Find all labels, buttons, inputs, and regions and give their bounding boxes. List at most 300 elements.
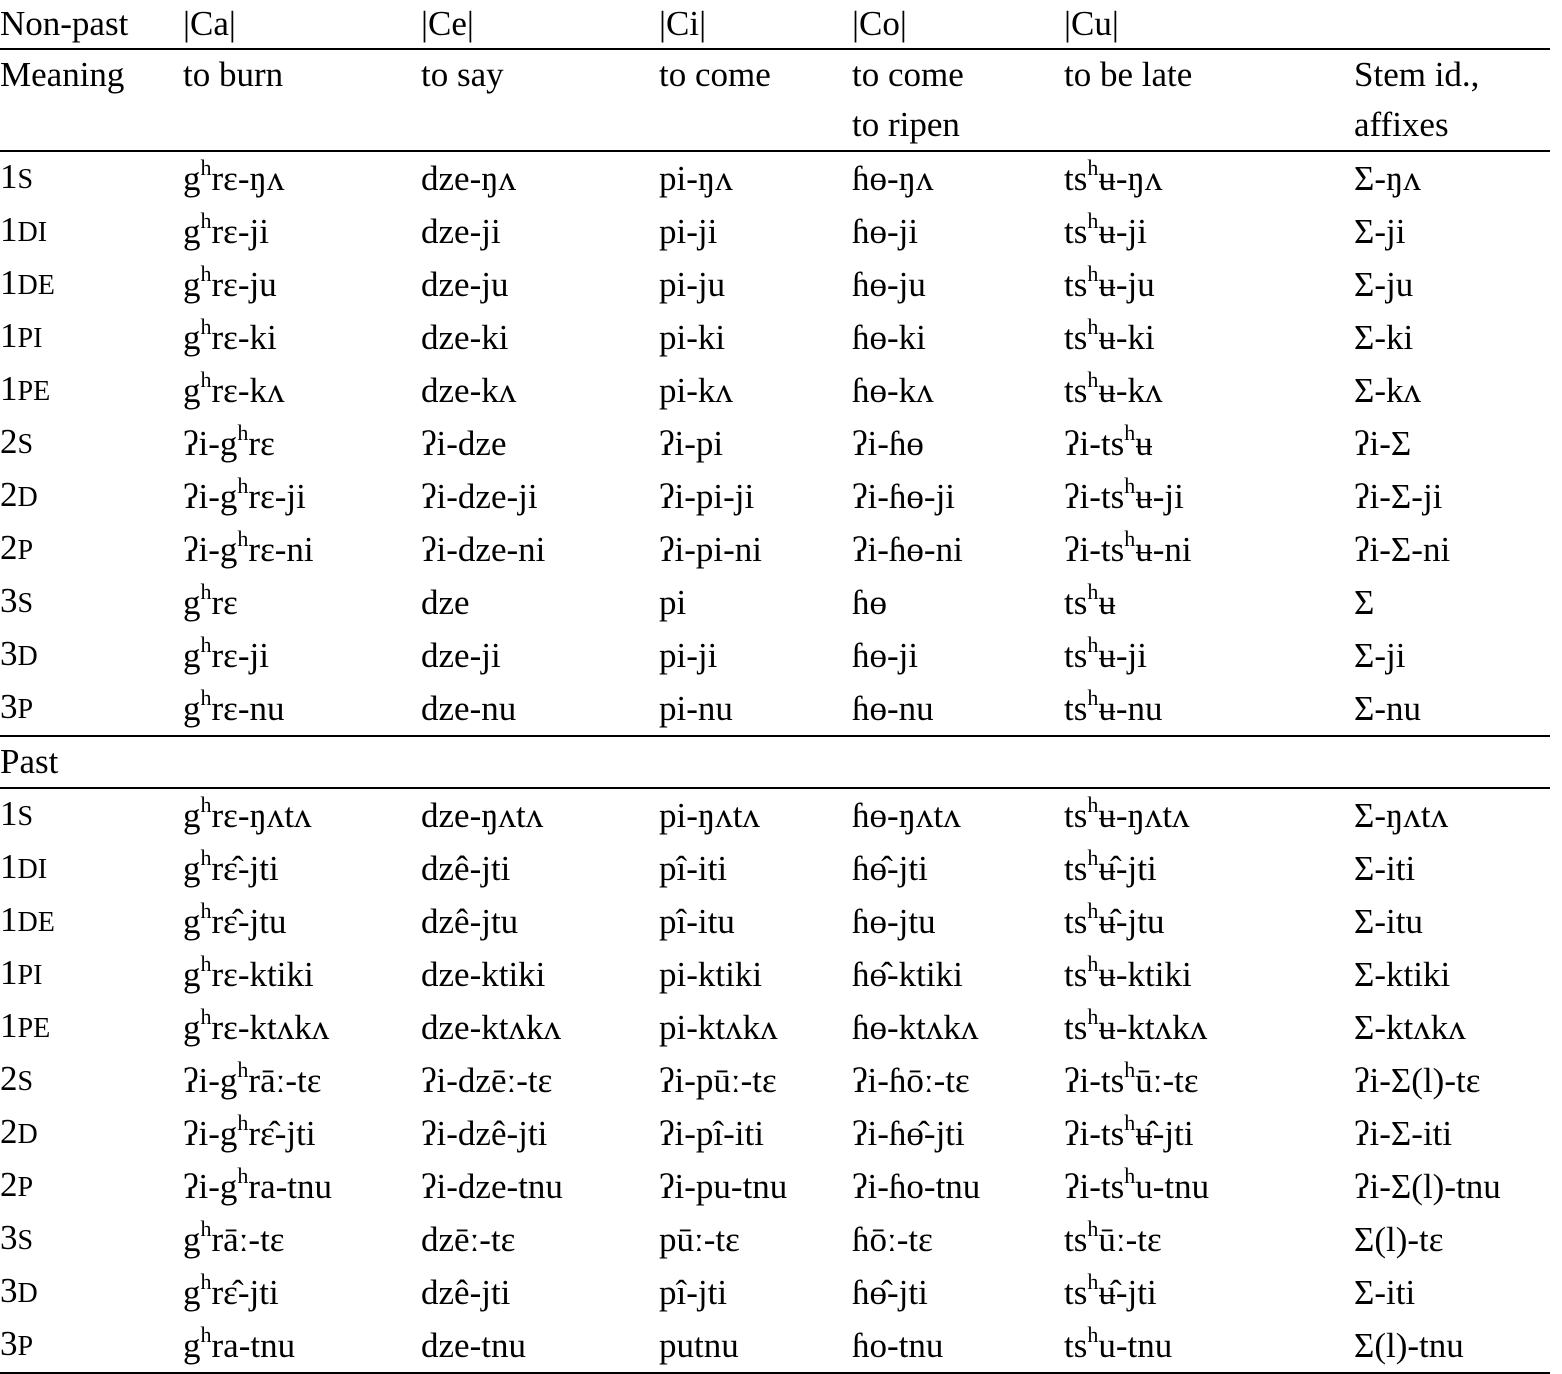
verb-form: pî-itu (659, 901, 735, 941)
verb-form (1064, 207, 1147, 251)
form-rest: rɛ-ji (211, 635, 269, 675)
verb-form-cell (1354, 629, 1550, 682)
form-rest: ʉ̂-jti (1135, 1113, 1194, 1153)
person-digit: 3 (0, 687, 18, 726)
verb-form (1064, 260, 1155, 304)
past-row (0, 842, 1550, 895)
nonpast-row (0, 205, 1550, 258)
past-section-row (0, 736, 1550, 788)
form-rest: ʉ-ŋʌtʌ (1098, 795, 1190, 835)
verb-form-cell (1064, 1001, 1354, 1054)
aspiration-mark: h (200, 897, 212, 923)
person-digit: 3 (0, 1218, 18, 1257)
verb-form-cell (421, 151, 659, 205)
form-rest: rɛ-ktʌkʌ (211, 1007, 330, 1047)
verb-form: ʔi-pî-iti (659, 1113, 764, 1153)
form-rest: ʉ-ŋʌ (1098, 158, 1163, 198)
verb-form-cell (1064, 311, 1354, 364)
form-onset: ts (1064, 901, 1088, 941)
form-rest: ʉ̂-jti (1098, 848, 1157, 888)
verb-form-cell (1064, 788, 1354, 842)
verb-form: Σ-ji (1354, 211, 1406, 251)
verb-form: ʔi-pi-ji (659, 476, 755, 516)
verb-form-cell (1064, 1160, 1354, 1213)
verb-form-cell (1354, 788, 1550, 842)
verb-form: ɦɵ-ki (852, 317, 926, 357)
verb-form (1064, 578, 1116, 622)
verb-form-cell (183, 205, 421, 258)
form-rest: rɛ (211, 582, 238, 622)
number-label: S (17, 801, 34, 832)
verb-form: ɦɵ-ŋʌtʌ (852, 795, 961, 835)
nonpast-row (0, 576, 1550, 629)
aspiration-mark: h (200, 1215, 212, 1241)
person-number-cell (0, 1001, 183, 1054)
aspiration-mark: h (200, 1321, 212, 1347)
form-rest: rɛ-ki (211, 317, 277, 357)
verb-form: ɦɵ-ktʌkʌ (852, 1007, 979, 1047)
verb-form (1064, 1003, 1208, 1047)
aspiration-mark: h (1087, 950, 1099, 976)
verb-form: Σ-itu (1354, 901, 1423, 941)
verb-form: ʔi-dze (421, 423, 507, 463)
verb-form-cell (659, 682, 852, 736)
verb-form-cell (659, 1266, 852, 1319)
number-label: P (17, 1331, 34, 1362)
verb-form-cell (1354, 576, 1550, 629)
verb-form: Σ(l)-tnu (1354, 1325, 1464, 1365)
person-number-cell (0, 1107, 183, 1160)
verb-form-cell (421, 523, 659, 576)
verb-form (183, 1268, 279, 1312)
aspiration-mark: h (200, 950, 212, 976)
person-number-cell (0, 1160, 183, 1213)
person-number-cell (0, 205, 183, 258)
verb-form-cell (659, 258, 852, 311)
aspiration-mark: h (200, 313, 212, 339)
number-label: PI (17, 323, 43, 354)
verb-form: ɦo-tnu (852, 1325, 944, 1365)
verb-form-cell (659, 523, 852, 576)
form-rest: ʉ (1135, 423, 1153, 463)
aspiration-mark: h (237, 1162, 249, 1188)
past-row (0, 948, 1550, 1001)
verb-form (1064, 791, 1190, 835)
verb-form-cell (421, 364, 659, 417)
verb-form-cell (183, 895, 421, 948)
aspiration-mark: h (1124, 525, 1136, 551)
form-onset: ts (1064, 635, 1088, 675)
verb-form-cell (421, 682, 659, 736)
form-onset: ts (1064, 1272, 1088, 1312)
form-rest: rɛ-ktiki (211, 954, 314, 994)
verb-form (183, 791, 312, 835)
form-onset: g (183, 211, 201, 251)
verb-form (183, 207, 269, 251)
aspiration-mark: h (1087, 313, 1099, 339)
verb-form-cell (659, 1319, 852, 1373)
gloss-cell (852, 49, 1064, 151)
verb-form-cell (421, 470, 659, 523)
verb-form (1064, 313, 1155, 357)
meaning-label: Meaning (0, 49, 183, 151)
verb-form: Σ-ji (1354, 635, 1406, 675)
verb-form-cell (1354, 682, 1550, 736)
aspiration-mark: h (237, 472, 249, 498)
verb-form (1064, 525, 1192, 569)
verb-form-cell (1354, 895, 1550, 948)
form-rest: rɛ-ji (248, 476, 306, 516)
verb-form: pi-kʌ (659, 370, 733, 410)
aspiration-mark: h (200, 1003, 212, 1029)
verb-form-cell (183, 523, 421, 576)
gloss-line: to ripen (852, 105, 960, 144)
verb-form: dze-ju (421, 264, 509, 304)
aspiration-mark: h (200, 154, 212, 180)
verb-form (1064, 950, 1192, 994)
form-onset: ʔi-g (183, 423, 238, 463)
person-digit: 1 (0, 369, 18, 408)
form-rest: u-tnu (1135, 1166, 1210, 1206)
gloss-line: to come (852, 55, 964, 94)
verb-form: ɦɵ̂-jti (852, 1272, 928, 1312)
form-onset: g (183, 1219, 201, 1259)
verb-form: Σ-ktʌkʌ (1354, 1007, 1466, 1047)
verb-form-cell (852, 1213, 1064, 1266)
verb-form-cell (659, 576, 852, 629)
verb-form-cell (421, 948, 659, 1001)
verb-form-cell (852, 1319, 1064, 1373)
person-number-cell (0, 682, 183, 736)
aspiration-mark: h (200, 791, 212, 817)
verb-form (183, 631, 269, 675)
verb-form-cell (421, 842, 659, 895)
verb-form-cell (1354, 523, 1550, 576)
verb-form-cell (852, 895, 1064, 948)
verb-form (1064, 631, 1147, 675)
verb-form-cell (421, 1319, 659, 1373)
verb-form-cell (852, 258, 1064, 311)
verb-form (1064, 1268, 1157, 1312)
aspiration-mark: h (1087, 1321, 1099, 1347)
form-onset: g (183, 688, 201, 728)
form-onset: ts (1064, 211, 1088, 251)
past-row (0, 1160, 1550, 1213)
nonpast-row (0, 523, 1550, 576)
person-number-cell (0, 1319, 183, 1373)
verb-form (183, 472, 306, 516)
form-rest: ʉ̂-jtu (1098, 901, 1165, 941)
form-onset: ts (1064, 1325, 1088, 1365)
verb-form-cell (852, 788, 1064, 842)
verb-form-cell (183, 151, 421, 205)
past-row (0, 1054, 1550, 1107)
number-label: P (17, 535, 34, 566)
verb-form: dze-ktʌkʌ (421, 1007, 561, 1047)
aspiration-mark: h (200, 366, 212, 392)
verb-form-cell (183, 1213, 421, 1266)
number-label: D (17, 641, 38, 672)
tense-label-nonpast: Non-past (0, 0, 183, 49)
verb-form: Σ-ju (1354, 264, 1414, 304)
verb-form-cell (852, 576, 1064, 629)
verb-form-cell (421, 1266, 659, 1319)
past-row (0, 1107, 1550, 1160)
verb-form-cell (183, 1160, 421, 1213)
form-rest: rɛ̂-jtu (211, 901, 287, 941)
verb-form-cell (183, 470, 421, 523)
person-digit: 3 (0, 634, 18, 673)
verb-form: dzê-jti (421, 1272, 511, 1312)
person-digit: 2 (0, 1165, 18, 1204)
verb-form-cell (852, 151, 1064, 205)
verb-form-cell (852, 1266, 1064, 1319)
number-label: D (17, 1278, 38, 1309)
verb-form-cell (852, 1107, 1064, 1160)
form-rest: ūː-tɛ (1135, 1060, 1199, 1100)
verb-form (1064, 1109, 1194, 1153)
verb-form: dze-kʌ (421, 370, 517, 410)
verb-form (183, 950, 314, 994)
verb-form: ɦɵ̂-ktiki (852, 954, 963, 994)
verb-form-cell (659, 1160, 852, 1213)
verb-form: pi-ji (659, 211, 718, 251)
number-label: S (17, 1225, 34, 1256)
verb-form-cell (1064, 682, 1354, 736)
person-digit: 1 (0, 794, 18, 833)
verb-form-cell (659, 1001, 852, 1054)
form-onset: ts (1064, 954, 1088, 994)
verb-form (183, 260, 277, 304)
verb-form-cell (1354, 1319, 1550, 1373)
person-digit: 3 (0, 1271, 18, 1310)
verb-form-cell (1064, 1107, 1354, 1160)
verb-form (183, 154, 285, 198)
form-onset: ʔi-ts (1064, 1113, 1125, 1153)
form-rest: rɛ-ni (248, 529, 314, 569)
verb-form: ʔi-dzēː-tɛ (421, 1060, 553, 1100)
form-onset: g (183, 264, 201, 304)
number-label: DI (17, 217, 48, 248)
person-digit: 1 (0, 1006, 18, 1045)
aspiration-mark: h (200, 631, 212, 657)
verb-form-cell (183, 258, 421, 311)
verb-form-cell (852, 417, 1064, 470)
number-label: PE (17, 1013, 51, 1044)
form-rest: rɛ-kʌ (211, 370, 285, 410)
form-rest: rɛ̂-jti (211, 848, 279, 888)
form-onset: ʔi-ts (1064, 1060, 1125, 1100)
verb-form-cell (1064, 364, 1354, 417)
verb-form-cell (421, 205, 659, 258)
verb-form (1064, 844, 1157, 888)
verb-form: ʔi-ɦɵ (852, 423, 924, 463)
verb-form: ʔi-pūː-tɛ (659, 1060, 777, 1100)
past-row (0, 1213, 1550, 1266)
verb-form: Σ-kʌ (1354, 370, 1422, 410)
person-digit: 1 (0, 900, 18, 939)
verb-form-cell (183, 1001, 421, 1054)
verb-form-cell (659, 948, 852, 1001)
verb-form-cell (1354, 1054, 1550, 1107)
gloss-cell (1354, 49, 1550, 151)
verb-form-cell (1354, 470, 1550, 523)
verb-form: pi-ktʌkʌ (659, 1007, 778, 1047)
verb-form-cell (1064, 470, 1354, 523)
verb-form-cell (852, 523, 1064, 576)
verb-form-cell (1064, 1054, 1354, 1107)
verb-form: pi-ju (659, 264, 726, 304)
person-number-cell (0, 842, 183, 895)
verb-form: ʔi-ɦɵ-ni (852, 529, 963, 569)
verb-form: ʔi-dzê-jti (421, 1113, 548, 1153)
form-onset: g (183, 1272, 201, 1312)
verb-form-cell (1064, 151, 1354, 205)
form-onset: g (183, 795, 201, 835)
verb-form-cell (421, 629, 659, 682)
verb-form: ɦɵ (852, 582, 887, 622)
form-onset: ʔi-g (183, 476, 238, 516)
tense-label-past: Past (0, 736, 1550, 788)
verb-form: ʔi-pu-tnu (659, 1166, 788, 1206)
verb-form: Σ-nu (1354, 688, 1422, 728)
form-rest: ʉ̂-jti (1098, 1272, 1157, 1312)
verb-form: dze-ji (421, 635, 501, 675)
form-rest: rɛ̂-jti (211, 1272, 279, 1312)
person-number-cell (0, 629, 183, 682)
verb-form: Σ-ktiki (1354, 954, 1451, 994)
person-number-cell (0, 1213, 183, 1266)
number-label: DE (17, 270, 55, 301)
verb-form-cell (183, 1054, 421, 1107)
past-row (0, 1266, 1550, 1319)
verb-form (183, 1321, 296, 1365)
form-onset: ts (1064, 264, 1088, 304)
verb-form (183, 1215, 285, 1259)
verb-form: ʔi-Σ-ji (1354, 476, 1443, 516)
past-row (0, 788, 1550, 842)
verb-form-cell (1354, 842, 1550, 895)
form-rest: rɛ-ŋʌtʌ (211, 795, 312, 835)
aspiration-mark: h (200, 684, 212, 710)
stem-header-empty (1354, 0, 1550, 49)
form-rest: ʉ-ktʌkʌ (1098, 1007, 1208, 1047)
verb-form-cell (852, 1054, 1064, 1107)
gloss-line: Stem id., (1354, 55, 1480, 94)
verb-form (183, 525, 314, 569)
verb-form-cell (1354, 948, 1550, 1001)
form-rest: ra-tnu (211, 1325, 296, 1365)
verb-form-cell (183, 1107, 421, 1160)
verb-form: Σ-iti (1354, 1272, 1416, 1312)
verb-form: pî-iti (659, 848, 728, 888)
verb-form-cell (1354, 364, 1550, 417)
person-digit: 1 (0, 210, 18, 249)
verb-form: Σ-ŋʌ (1354, 158, 1421, 198)
verb-form-cell (659, 788, 852, 842)
person-digit: 2 (0, 528, 18, 567)
stem-header: |Ci| (659, 0, 852, 49)
verb-form-cell (421, 417, 659, 470)
stem-header: |Co| (852, 0, 1064, 49)
verb-form-cell (659, 1107, 852, 1160)
verb-form-cell (1354, 1213, 1550, 1266)
verb-form (183, 1109, 316, 1153)
verb-form (183, 1003, 330, 1047)
aspiration-mark: h (1124, 472, 1136, 498)
person-number-cell (0, 417, 183, 470)
number-label: DI (17, 854, 48, 885)
verb-form: ʔi-pi-ni (659, 529, 763, 569)
form-onset: ʔi-ts (1064, 423, 1125, 463)
verb-form-cell (421, 1213, 659, 1266)
number-label: P (17, 1172, 34, 1203)
form-onset: ʔi-g (183, 529, 238, 569)
verb-form (1064, 684, 1163, 728)
form-rest: ʉ-ji (1098, 635, 1147, 675)
verb-form-cell (659, 895, 852, 948)
aspiration-mark: h (237, 525, 249, 551)
verb-form: pi-ŋʌ (659, 158, 733, 198)
verb-form-cell (1064, 523, 1354, 576)
verb-form-cell (1354, 1001, 1550, 1054)
verb-form: ʔi-ɦo-tnu (852, 1166, 981, 1206)
form-onset: ts (1064, 1219, 1088, 1259)
aspiration-mark: h (1124, 419, 1136, 445)
verb-form: ʔi-ɦɵ-ji (852, 476, 956, 516)
verb-form-cell (852, 470, 1064, 523)
verb-form: pi-ktiki (659, 954, 763, 994)
verb-form: ɦɵ-ji (852, 635, 919, 675)
verb-form-cell (852, 205, 1064, 258)
person-digit: 1 (0, 847, 18, 886)
verb-form-cell (659, 1213, 852, 1266)
verb-form: ʔi-ɦɵ̂-jti (852, 1113, 965, 1153)
person-number-cell (0, 470, 183, 523)
verb-form-cell (183, 311, 421, 364)
verb-form (1064, 419, 1153, 463)
verb-form-cell (1064, 1266, 1354, 1319)
aspiration-mark: h (200, 260, 212, 286)
verb-form-cell (852, 629, 1064, 682)
verb-form: pi-ŋʌtʌ (659, 795, 760, 835)
verb-form-cell (421, 1107, 659, 1160)
gloss-line: affixes (1354, 105, 1449, 144)
form-rest: rɛ (248, 423, 275, 463)
form-onset: g (183, 317, 201, 357)
aspiration-mark: h (1087, 1003, 1099, 1029)
verb-form-cell (183, 788, 421, 842)
verb-form: dze-ki (421, 317, 509, 357)
verb-form-cell (183, 576, 421, 629)
aspiration-mark: h (1087, 260, 1099, 286)
verb-form: dze-ktiki (421, 954, 546, 994)
person-number-cell (0, 1054, 183, 1107)
number-label: S (17, 164, 34, 195)
form-rest: ʉ-ni (1135, 529, 1192, 569)
stem-header: |Ca| (183, 0, 421, 49)
verb-form (183, 897, 287, 941)
verb-form-cell (852, 948, 1064, 1001)
stem-header-row (0, 0, 1550, 49)
verb-form: dzēː-tɛ (421, 1219, 516, 1259)
verb-form: Σ-ki (1354, 317, 1414, 357)
verb-form-cell (421, 895, 659, 948)
form-rest: rāː-tɛ (211, 1219, 285, 1259)
form-rest: rɛ-ji (211, 211, 269, 251)
verb-form-cell (1064, 948, 1354, 1001)
form-onset: ts (1064, 370, 1088, 410)
